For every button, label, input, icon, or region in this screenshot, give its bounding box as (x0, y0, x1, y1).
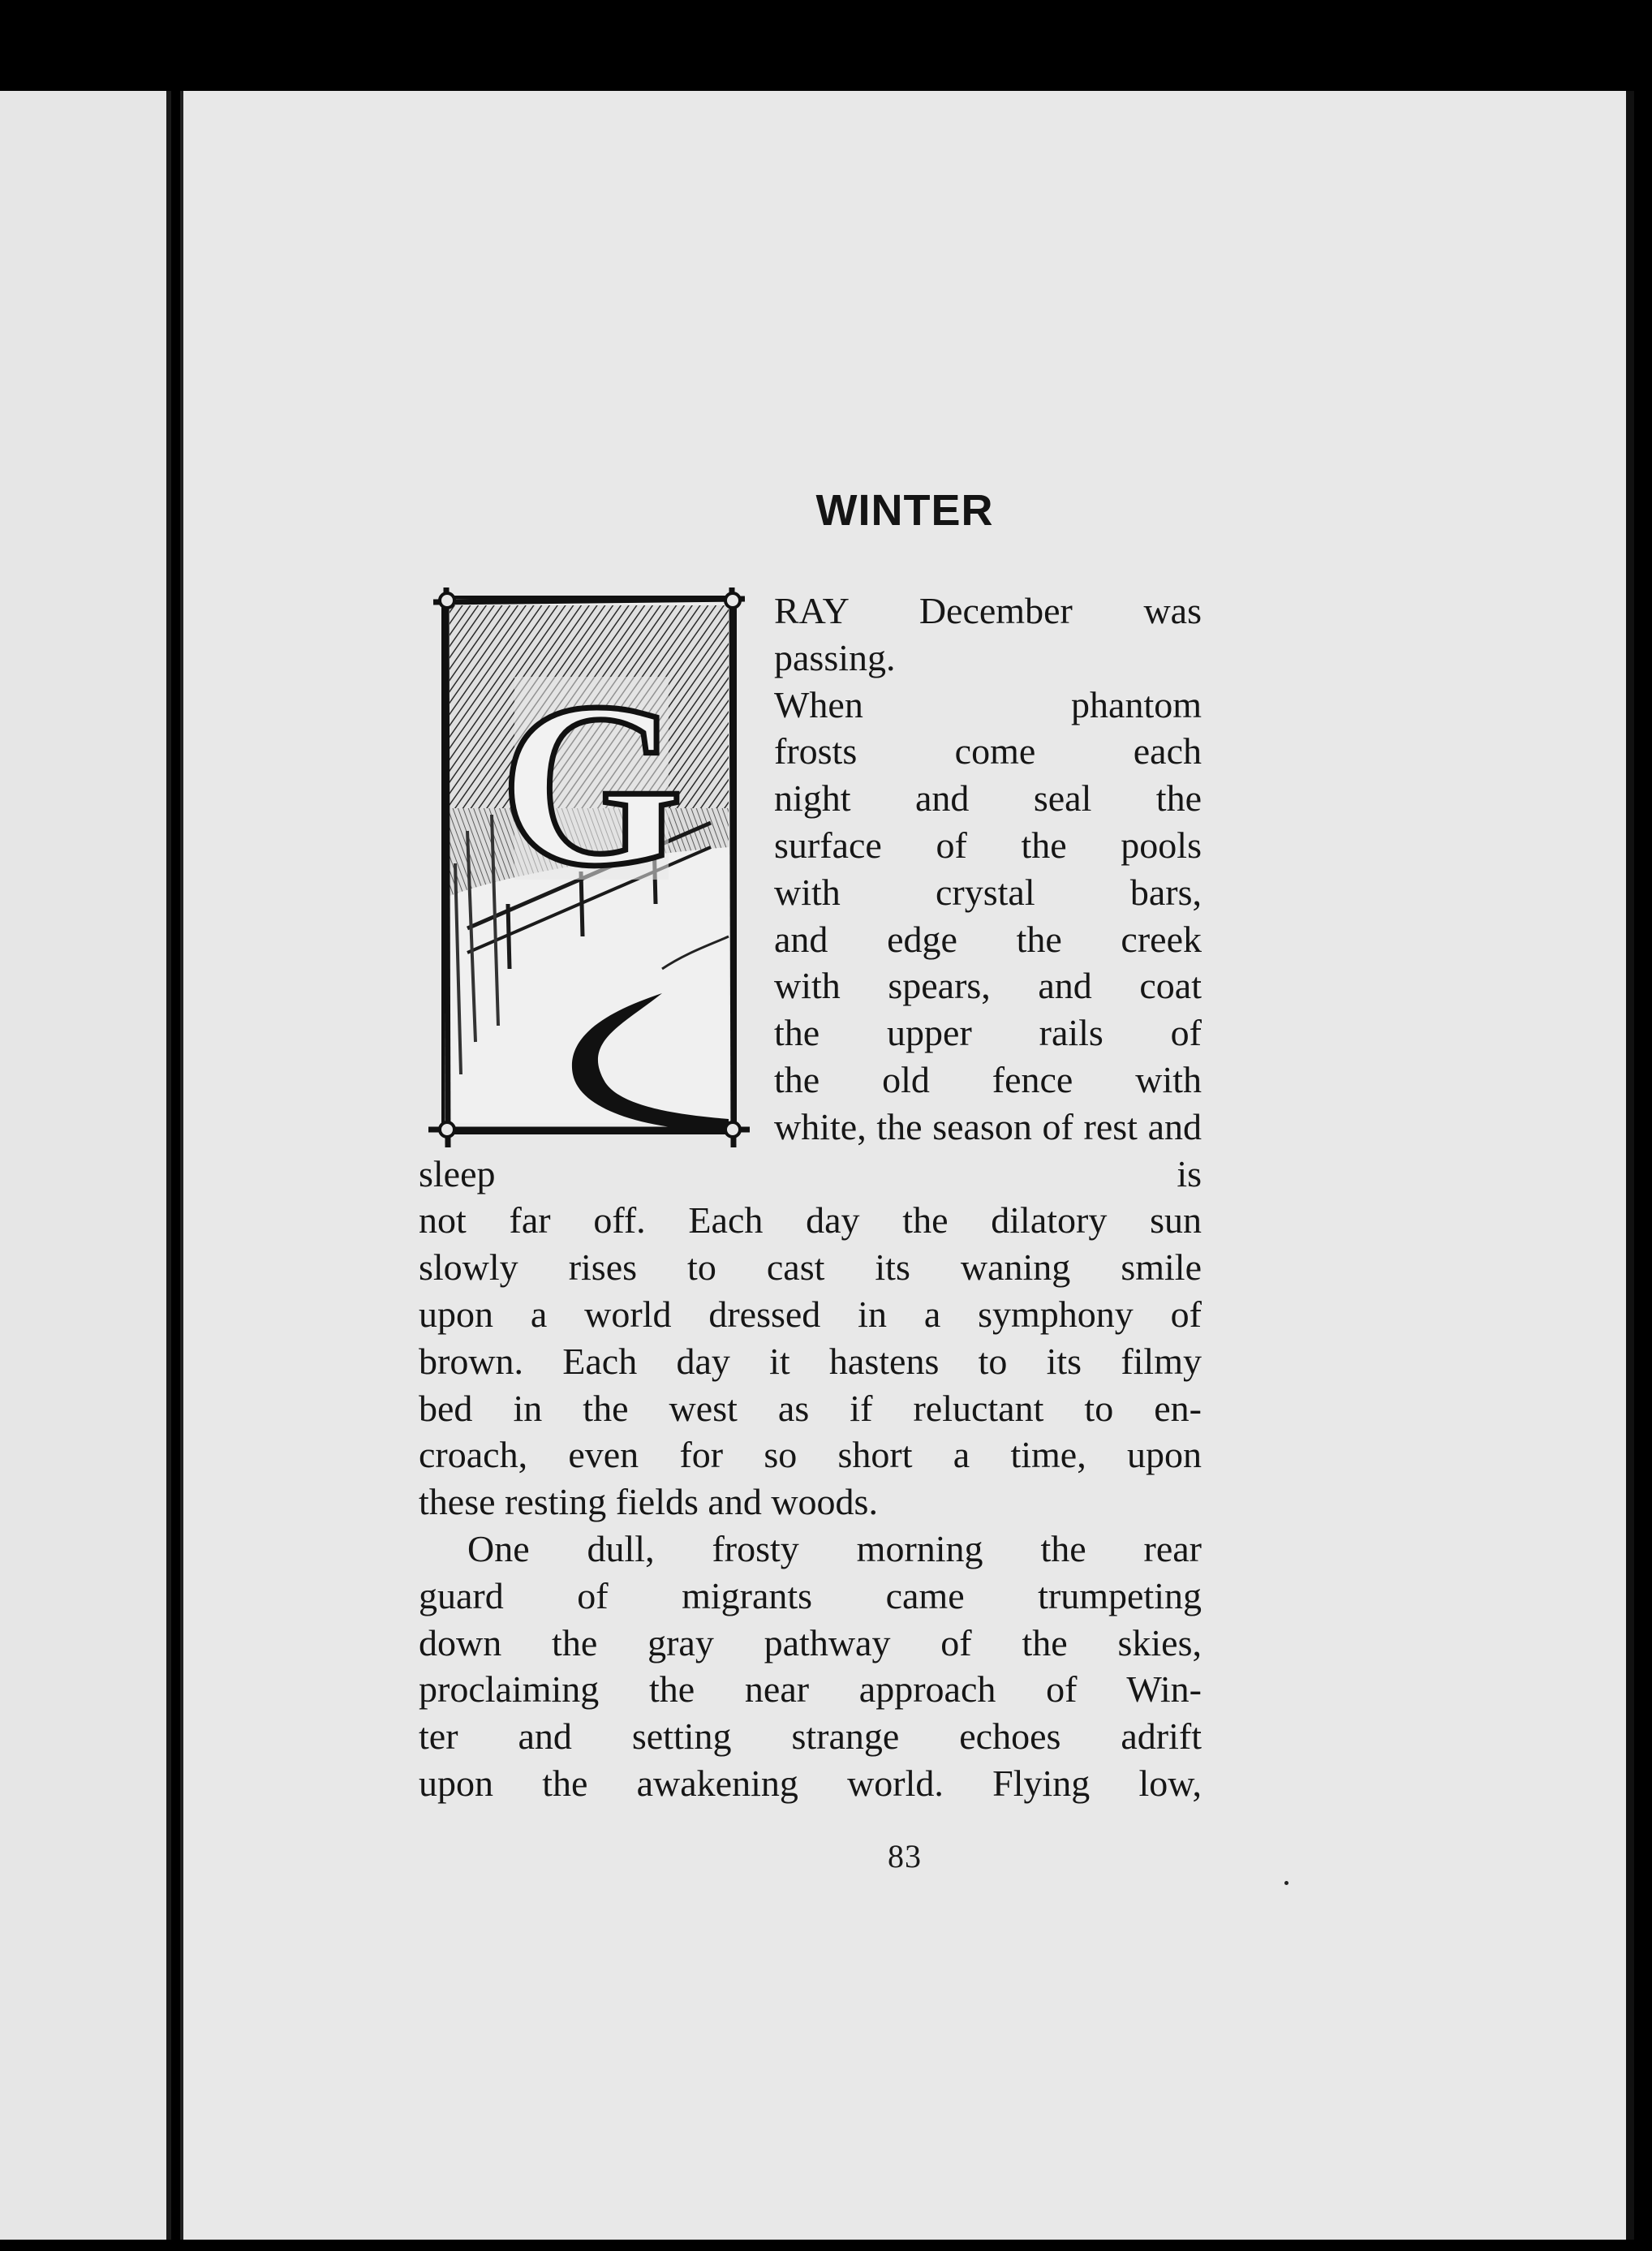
text-line: the old fence with (774, 1058, 1202, 1100)
text-line: night and seal the (774, 777, 1202, 820)
text-line: upon a world dressed in a symphony of (419, 1293, 1202, 1335)
drop-cap-letter: G (500, 654, 683, 915)
text-line: white, the season of rest and sleep is (419, 1105, 1202, 1194)
text-line: proclaiming the near approach of Win- (419, 1668, 1202, 1711)
text-line: surface of the pools (774, 824, 1202, 866)
text-line: RAY December was (774, 590, 1202, 631)
text-line: with spears, and coat (774, 965, 1202, 1007)
text-line: these resting fields and woods. (419, 1481, 878, 1523)
winter-creek-illustration (419, 587, 759, 1147)
text-line: ter and setting strange echoes adrift (419, 1715, 1202, 1758)
text-line: bed in the west as if reluctant to en- (419, 1387, 1202, 1429)
text-line: frosts come each (774, 730, 1202, 773)
text-line: not far off. Each day the dilatory sun (419, 1199, 1202, 1242)
text-line: the upper rails of (774, 1012, 1202, 1054)
text-line: slowly rises to cast its waning smile (419, 1246, 1202, 1289)
text-line: One dull, frosty morning the rear (467, 1527, 1202, 1569)
book-page (180, 91, 1634, 2240)
chapter-body (419, 587, 1202, 1807)
text-line: with crystal bars, (774, 871, 1202, 913)
facing-page-edge (0, 91, 171, 2240)
text-line: upon the awakening world. Flying low, (419, 1762, 1202, 1804)
text-line: guard of migrants came trumpeting (419, 1574, 1202, 1616)
drop-cap-illustration (419, 587, 759, 1147)
text-line: down the gray pathway of the skies, (419, 1621, 1202, 1664)
text-line: and edge the creek (774, 918, 1202, 960)
page-number: 83 (888, 1838, 922, 1874)
text-line: brown. Each day it hastens to its filmy (419, 1340, 1202, 1382)
chapter-title: WINTER (815, 486, 994, 535)
text-line: When phantom (774, 683, 1202, 725)
text-line: croach, even for so short a time, upon (419, 1434, 1202, 1476)
text-line: passing. (774, 636, 896, 678)
ink-speck (1284, 1881, 1288, 1885)
